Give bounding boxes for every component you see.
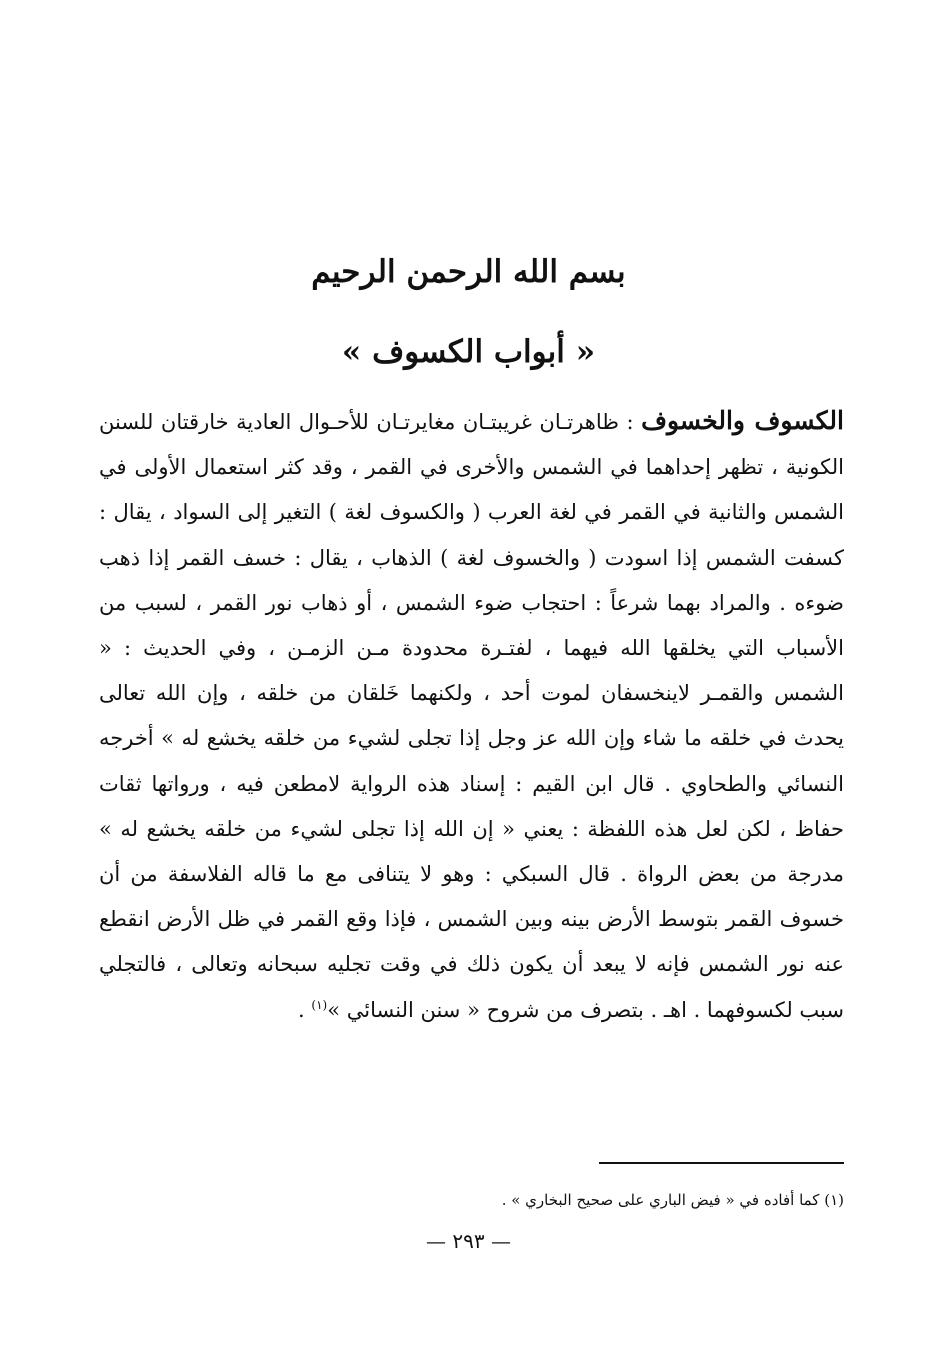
footnote-reference: (١) xyxy=(311,997,328,1012)
body-paragraph xyxy=(99,398,844,1033)
paragraph-text: : ظاهرتـان غريبتـان مغايرتـان للأحـوال العادية خارقتان للسنن الكونية ، تظهر إحداهما في الشمس والأخرى في القمر ، وقد كثر استعمال الأولى في الشمس والثانية في القمر في لغة العرب ( والكسوف لغة ) التغير إلى السواد ، يقال : كسفت الشمس إذا اسودت ( والخسوف لغة ) الذهاب ، يقال : خسف القمر إذا ذهب ضوءه . والمراد بهما شرعاً : احتجاب ضوء الشمس ، أو ذهاب نور القمر ، لسبب من الأسباب التي يخلقها الله فيهما ، لفتـرة محدودة مـن الزمـن ، وفي الحديث : « الشمس والقمـر لاينخسفان لموت أحد ، ولكنهما خَلقان من خلقه ، وإن الله تعالى يحدث في خلقه ما شاء وإن الله عز وجل إذا تجلى لشيء من خلقه يخشع له » أخرجه النسائي والطحاوي . قال ابن القيم : إسناد هذه الرواية لامطعن فيه ، ورواتها ثقات حفاظ ، لكن لعل هذه اللفظة : يعني « إن الله إذا تجلى لشيء من خلقه يخشع له » مدرجة من بعض الرواة . قال السبكي : وهو لا يتنافى مع ما قاله الفلاسفة من أن خسوف القمر بتوسط الأرض بينه وبين الشمس ، فإذا وقع القمر في ظل الأرض انقطع عنه نور الشمس فإنه لا يبعد أن يكون ذلك في وقت تجليه سبحانه وتعالى ، فالتجلي سبب لكسوفهما . اهـ . بتصرف من شروح « سنن النسائي » xyxy=(99,410,844,1022)
footnote-text: (١) كما أفاده في « فيض الباري على صحيح البخاري » . xyxy=(501,1191,844,1209)
basmala-heading: بسم الله الرحمن الرحيم xyxy=(311,254,626,290)
page-number: — ٢٩٣ — xyxy=(426,1229,511,1253)
chapter-title: « أبواب الكسوف » xyxy=(341,334,596,370)
lead-term: الكسوف والخسوف xyxy=(641,406,844,435)
paragraph-ending: . xyxy=(298,997,312,1022)
footnote-divider xyxy=(599,1162,844,1164)
